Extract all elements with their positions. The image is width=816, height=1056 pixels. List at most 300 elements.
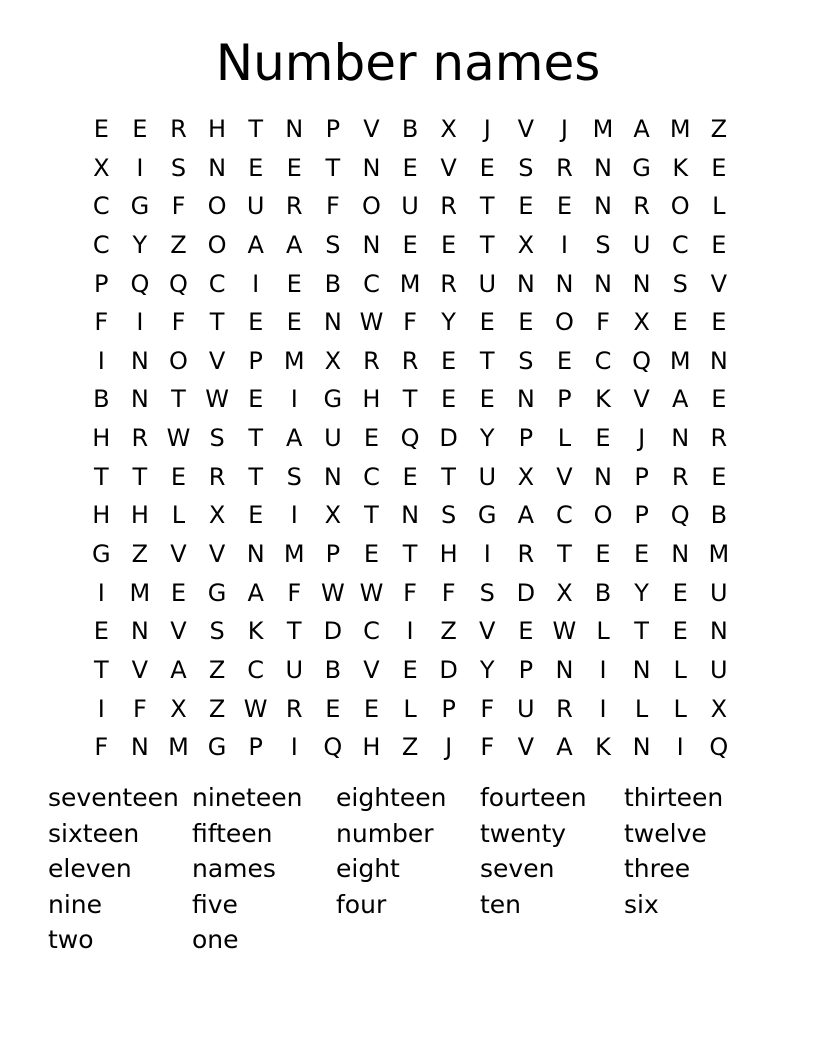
grid-cell[interactable]: N [709,617,728,646]
grid-cell[interactable]: E [556,192,572,221]
grid-cell[interactable]: N [401,501,420,530]
grid-cell[interactable]: E [672,578,688,607]
grid-cell[interactable]: E [286,269,302,298]
grid-cell[interactable]: G [91,540,111,569]
grid-cell[interactable]: T [93,462,109,491]
grid-cell[interactable]: L [557,424,572,453]
grid-cell[interactable]: B [93,385,110,414]
grid-cell[interactable]: T [325,153,341,182]
grid-cell[interactable]: E [248,308,264,337]
grid-cell[interactable]: N [285,115,304,143]
grid-cell[interactable]: L [712,192,726,221]
word-list-item: eleven [48,854,132,883]
grid-cell[interactable]: R [170,115,187,143]
grid-cell[interactable]: Y [634,578,649,607]
grid-cell[interactable]: F [441,578,456,607]
grid-cell[interactable]: O [169,346,188,375]
grid-cell[interactable]: S [518,346,534,375]
grid-cell[interactable]: A [286,230,303,259]
grid-cell[interactable]: V [479,617,496,646]
grid-cell[interactable]: C [92,230,110,259]
grid-cell[interactable]: B [324,655,342,684]
grid-cell[interactable]: Z [170,230,187,259]
grid-cell[interactable]: E [286,308,302,337]
grid-cell[interactable]: W [359,308,384,337]
grid-cell[interactable]: F [325,192,340,221]
grid-cell[interactable]: T [364,501,379,530]
grid-cell[interactable]: N [362,230,381,259]
grid-cell[interactable]: W [359,578,384,607]
grid-cell[interactable]: T [132,462,148,491]
grid-row [82,574,738,613]
grid-cell[interactable]: F [403,578,417,607]
grid-cell[interactable]: N [555,655,574,684]
grid-cell[interactable]: U [285,655,304,684]
grid-cell[interactable]: C [363,617,380,646]
grid-cell[interactable]: E [479,153,495,182]
grid-cell[interactable]: T [248,424,263,453]
grid-cell[interactable]: N [632,733,651,762]
grid-cell[interactable]: Y [479,424,495,453]
grid-cell[interactable]: H [362,385,381,414]
grid-cell[interactable]: N [516,385,535,414]
grid-cell[interactable]: J [560,115,568,143]
grid-cell[interactable]: Q [169,269,188,298]
grid-cell[interactable]: V [170,617,187,646]
grid-cell[interactable]: T [634,617,649,646]
grid-cell[interactable]: E [93,115,109,143]
grid-cell[interactable]: E [479,385,495,414]
grid-cell[interactable]: F [171,308,186,337]
grid-cell[interactable]: E [711,462,727,491]
grid-cell[interactable]: Y [441,308,456,337]
grid-cell[interactable]: L [403,694,417,723]
grid-cell[interactable]: M [399,269,421,298]
grid-cell[interactable]: M [168,733,189,762]
grid-cell[interactable]: R [131,424,149,453]
grid-cell[interactable]: U [478,269,497,298]
grid-cell[interactable]: G [130,192,150,221]
grid-cell[interactable]: R [517,540,535,569]
grid-cell[interactable]: I [483,540,491,569]
grid-cell[interactable]: W [205,385,229,414]
grid-cell[interactable]: S [479,578,495,607]
grid-cell[interactable]: E [402,462,418,491]
grid-cell[interactable]: E [711,153,727,182]
word-list-item: one [192,925,239,954]
word-list-item: number [336,818,434,848]
grid-cell[interactable]: C [363,269,380,298]
grid-cell[interactable]: Q [130,269,150,298]
grid-cell[interactable]: M [669,115,691,143]
grid-cell[interactable]: X [517,230,535,259]
grid-cell[interactable]: C [556,501,573,530]
grid-cell[interactable]: E [441,385,457,414]
grid-cell[interactable]: N [671,424,690,453]
grid-cell[interactable]: N [594,192,612,221]
grid-cell[interactable]: U [710,578,728,607]
grid-cell[interactable]: V [131,655,149,684]
grid-cell[interactable]: S [595,230,611,259]
grid-cell[interactable]: R [440,269,457,298]
grid-cell[interactable]: N [130,385,149,414]
grid-cell[interactable]: T [479,346,495,375]
grid-cell[interactable]: T [171,385,186,414]
grid-cell[interactable]: G [323,385,343,414]
grid-cell[interactable]: R [401,346,419,375]
grid-cell[interactable]: Z [401,733,419,762]
grid-cell[interactable]: U [632,230,651,259]
grid-cell[interactable]: M [283,346,305,375]
grid-cell[interactable]: P [634,462,649,491]
grid-cell[interactable]: A [633,115,650,143]
grid-cell[interactable]: M [592,115,614,143]
word-list-item: nineteen [192,783,303,812]
grid-cell[interactable]: E [441,230,457,259]
grid-cell[interactable]: I [252,269,260,298]
grid-cell[interactable]: C [594,346,612,375]
grid-cell[interactable]: O [207,192,227,221]
grid-cell[interactable]: S [441,501,457,530]
grid-cell[interactable]: C [363,462,380,491]
grid-cell[interactable]: P [518,424,534,453]
grid-cell[interactable]: S [518,153,534,182]
grid-cell[interactable]: R [363,346,380,375]
grid-cell[interactable]: E [518,192,534,221]
grid-cell[interactable]: X [324,346,342,375]
grid-cell[interactable]: E [711,230,727,259]
grid-cell[interactable]: H [130,501,149,530]
grid-cell[interactable]: P [518,655,534,684]
grid-cell[interactable]: G [207,578,227,607]
grid-cell[interactable]: E [325,694,341,723]
grid-cell[interactable]: N [130,733,149,762]
grid-cell[interactable]: X [170,694,187,723]
grid-cell[interactable]: P [557,385,572,414]
grid-cell[interactable]: E [479,308,495,337]
grid-cell[interactable]: E [248,153,264,182]
grid-cell[interactable]: V [556,462,573,491]
grid-cell[interactable]: S [286,462,302,491]
grid-cell[interactable]: P [94,269,109,298]
grid-cell[interactable]: E [286,153,302,182]
grid-cell[interactable]: C [671,230,689,259]
grid-cell[interactable]: Z [208,694,226,723]
grid-cell[interactable]: T [93,655,109,684]
grid-cell[interactable]: T [248,115,263,143]
grid-cell[interactable]: E [402,153,418,182]
grid-cell[interactable]: T [402,385,418,414]
grid-cell[interactable]: B [594,578,612,607]
grid-cell[interactable]: I [406,617,414,646]
grid-cell[interactable]: W [166,424,191,453]
grid-cell[interactable]: A [247,578,264,607]
grid-cell[interactable]: V [633,385,650,414]
grid-cell[interactable]: Y [479,655,495,684]
grid-cell[interactable]: Q [709,733,729,762]
grid-cell[interactable]: Q [632,346,652,375]
grid-cell[interactable]: E [595,540,611,569]
grid-cell[interactable]: D [323,617,343,646]
grid-cell[interactable]: D [439,655,458,684]
grid-cell[interactable]: F [132,694,147,723]
grid-cell[interactable]: V [440,153,457,182]
grid-cell[interactable]: Y [132,230,148,259]
grid-cell[interactable]: M [708,540,730,569]
grid-cell[interactable]: W [320,578,345,607]
grid-cell[interactable]: S [209,617,225,646]
grid-cell[interactable]: F [94,308,109,337]
grid-cell[interactable]: B [401,115,419,143]
grid-cell[interactable]: B [324,269,342,298]
grid-cell[interactable]: X [324,501,342,530]
grid-cell[interactable]: I [136,308,144,337]
grid-cell[interactable]: L [634,694,649,723]
grid-cell[interactable]: Z [440,617,457,646]
grid-cell[interactable]: E [248,501,264,530]
grid-cell[interactable]: O [362,192,381,221]
grid-cell[interactable]: E [672,308,688,337]
grid-cell[interactable]: I [599,655,607,684]
grid-cell[interactable]: M [669,346,691,375]
grid-cell[interactable]: E [556,346,572,375]
grid-cell[interactable]: Z [131,540,149,569]
grid-cell[interactable]: K [595,733,611,762]
grid-cell[interactable]: L [673,655,687,684]
grid-cell[interactable]: N [632,269,651,298]
grid-cell[interactable]: S [325,230,341,259]
grid-cell[interactable]: R [633,192,650,221]
grid-cell[interactable]: A [671,385,689,414]
grid-cell[interactable]: E [402,230,418,259]
grid-cell[interactable]: S [170,153,187,182]
grid-cell[interactable]: X [93,153,110,182]
grid-cell[interactable]: F [94,733,109,762]
grid-cell[interactable]: P [441,694,456,723]
grid-cell[interactable]: I [676,733,684,762]
grid-cell[interactable]: X [633,308,650,337]
grid-cell[interactable]: N [130,617,149,646]
grid-cell[interactable]: N [594,462,612,491]
grid-cell[interactable]: E [518,617,534,646]
grid-cell[interactable]: G [207,733,227,762]
grid-cell[interactable]: A [556,733,573,762]
grid-cell[interactable]: A [247,230,264,259]
grid-cell[interactable]: I [136,153,144,182]
grid-cell[interactable]: X [556,578,573,607]
grid-cell[interactable]: U [324,424,342,453]
grid-cell[interactable]: T [441,462,456,491]
grid-cell[interactable]: P [325,540,341,569]
grid-cell[interactable]: B [710,501,728,530]
grid-cell[interactable]: D [516,578,536,607]
word-list-item: names [192,854,276,883]
grid-cell[interactable]: Z [208,655,226,684]
grid-cell[interactable]: T [479,192,495,221]
grid-cell[interactable]: K [672,153,689,182]
grid-cell[interactable]: F [480,694,495,723]
grid-cell[interactable]: A [170,655,187,684]
grid-cell[interactable]: P [248,733,263,762]
grid-cell[interactable]: V [517,733,535,762]
grid-cell[interactable]: R [556,153,573,182]
grid-cell[interactable]: U [246,192,265,221]
grid-cell[interactable]: N [323,462,342,491]
grid-cell[interactable]: E [363,540,380,569]
grid-cell[interactable]: S [209,424,225,453]
grid-cell[interactable]: V [517,115,535,143]
grid-cell[interactable]: T [479,230,495,259]
grid-cell[interactable]: I [97,694,105,723]
grid-cell[interactable]: J [483,115,491,143]
grid-cell[interactable]: N [208,153,227,182]
grid-cell[interactable]: N [594,269,612,298]
grid-cell[interactable]: O [670,192,690,221]
grid-cell[interactable]: I [290,733,298,762]
grid-cell[interactable]: Q [670,501,690,530]
grid-cell[interactable]: N [709,346,728,375]
grid-cell[interactable]: L [596,617,610,646]
grid-cell[interactable]: E [170,462,187,491]
grid-cell[interactable]: J [445,733,453,762]
grid-cell[interactable]: D [439,424,458,453]
grid-cell[interactable]: N [632,655,651,684]
grid-cell[interactable]: E [170,578,187,607]
grid-cell[interactable]: E [711,308,727,337]
grid-cell[interactable]: N [246,540,265,569]
grid-cell[interactable]: E [595,424,611,453]
grid-row [82,419,738,458]
grid-cell[interactable]: Q [400,424,420,453]
grid-cell[interactable]: C [247,655,265,684]
grid-cell[interactable]: V [363,655,380,684]
grid-cell[interactable]: E [672,617,688,646]
grid-cell[interactable]: X [710,694,728,723]
grid-cell[interactable]: T [557,540,572,569]
grid-cell[interactable]: V [208,346,226,375]
grid-cell[interactable]: O [593,501,613,530]
word-list-item: ten [480,889,522,919]
grid-cell[interactable]: W [552,617,577,646]
grid-cell[interactable]: S [672,269,688,298]
grid-cell[interactable]: H [208,115,227,143]
grid-cell[interactable]: U [478,462,497,491]
grid-cell[interactable]: A [286,424,303,453]
grid-cell[interactable]: R [671,462,689,491]
grid-cell[interactable]: E [248,385,264,414]
grid-cell[interactable]: V [363,115,380,143]
grid-cell[interactable]: A [517,501,535,530]
grid-cell[interactable]: N [555,269,574,298]
grid-cell[interactable]: P [325,115,341,143]
grid-cell[interactable]: U [401,192,419,221]
grid-row [82,496,738,535]
grid-cell[interactable]: V [208,540,226,569]
grid-cell[interactable]: I [599,694,607,723]
grid-cell[interactable]: Z [710,115,728,143]
grid-cell[interactable]: E [132,115,148,143]
grid-cell[interactable]: E [363,424,380,453]
grid-cell[interactable]: N [323,308,342,337]
grid-cell[interactable]: R [710,424,728,453]
grid-cell[interactable]: X [208,501,226,530]
grid-cell[interactable]: G [477,501,497,530]
grid-cell[interactable]: N [362,153,381,182]
grid-cell[interactable]: E [363,694,380,723]
grid-cell[interactable]: J [638,424,646,453]
grid-cell[interactable]: F [403,308,417,337]
grid-cell[interactable]: H [92,501,111,530]
grid-cell[interactable]: E [711,385,727,414]
grid-cell[interactable]: T [209,308,225,337]
grid-cell[interactable]: P [248,346,263,375]
grid-cell[interactable]: F [596,308,610,337]
grid-cell[interactable]: H [439,540,458,569]
grid-cell[interactable]: K [595,385,611,414]
grid-cell[interactable]: V [710,269,727,298]
word-list-item: three [624,854,691,883]
grid-cell[interactable]: W [243,694,268,723]
grid-cell[interactable]: F [480,733,495,762]
grid-cell[interactable]: U [517,694,535,723]
grid-cell[interactable]: N [130,346,149,375]
grid-cell[interactable]: K [247,617,264,646]
grid-cell[interactable]: F [287,578,302,607]
grid-cell[interactable]: O [554,308,574,337]
grid-cell[interactable]: E [441,346,457,375]
grid-cell[interactable]: M [129,578,151,607]
grid-cell[interactable]: R [556,694,573,723]
grid-cell[interactable]: Q [323,733,343,762]
grid-cell[interactable]: I [97,578,105,607]
grid-cell[interactable]: C [92,192,110,221]
grid-cell[interactable]: I [97,346,105,375]
grid-cell[interactable]: H [362,733,381,762]
grid-cell[interactable]: U [710,655,728,684]
grid-cell[interactable]: N [516,269,535,298]
grid-cell[interactable]: M [283,540,305,569]
grid-row [82,651,738,690]
grid-cell[interactable]: I [290,385,298,414]
grid-cell[interactable]: N [594,153,612,182]
grid-cell[interactable]: I [290,501,298,530]
grid-cell[interactable]: E [93,617,109,646]
grid-cell[interactable]: E [634,540,650,569]
grid-cell[interactable]: I [560,230,568,259]
grid-cell[interactable]: X [440,115,457,143]
grid-cell[interactable]: T [286,617,302,646]
grid-cell[interactable]: P [634,501,649,530]
grid-cell[interactable]: C [208,269,226,298]
grid-cell[interactable]: R [440,192,457,221]
grid-cell[interactable]: F [171,192,186,221]
grid-cell[interactable]: H [92,424,111,453]
grid-cell[interactable]: N [671,540,690,569]
grid-cell[interactable]: E [402,655,418,684]
grid-cell[interactable]: E [518,308,534,337]
grid-cell[interactable]: X [517,462,535,491]
grid-cell[interactable]: R [285,694,303,723]
grid-cell[interactable]: O [207,230,227,259]
grid-cell[interactable]: L [171,501,186,530]
grid-cell[interactable]: L [673,694,687,723]
grid-cell[interactable]: T [402,540,418,569]
grid-cell[interactable]: R [208,462,226,491]
grid-cell[interactable]: T [248,462,263,491]
grid-cell[interactable]: V [170,540,187,569]
grid-cell[interactable]: R [285,192,303,221]
grid-cell[interactable]: G [632,153,651,182]
